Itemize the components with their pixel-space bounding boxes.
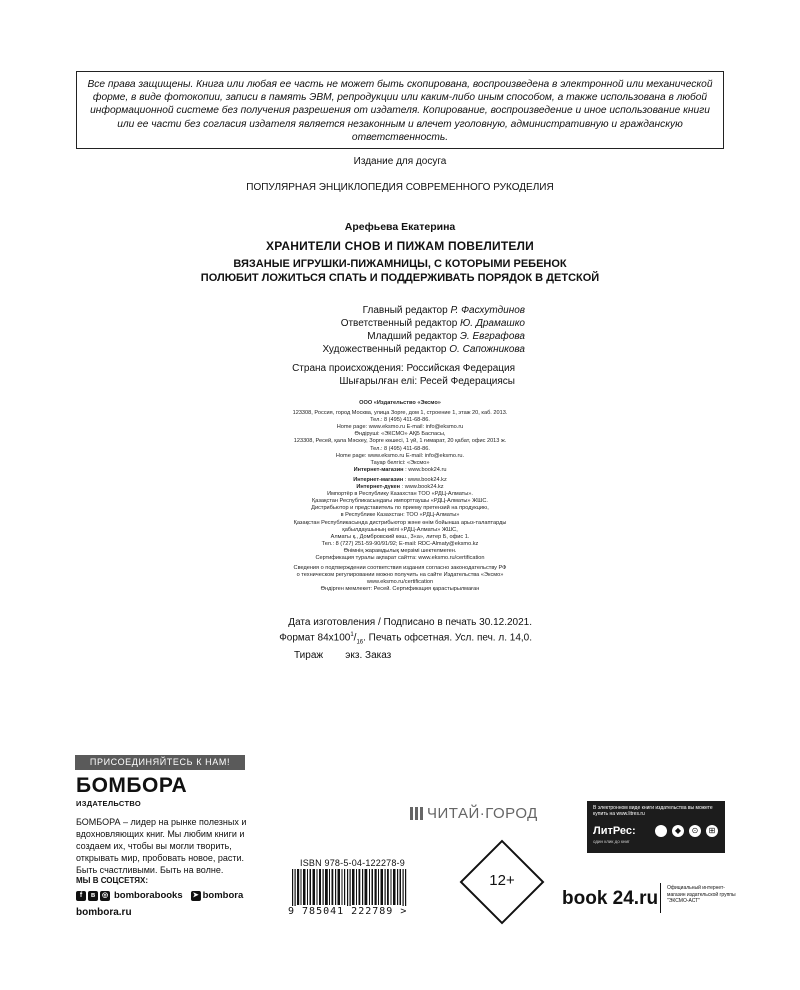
book-title: ХРАНИТЕЛИ СНОВ И ПИЖАМ ПОВЕЛИТЕЛИ (266, 239, 534, 253)
litres-banner (587, 801, 725, 853)
publisher-line: Тел.: 8 (495) 411-68-86. (370, 445, 430, 452)
publisher-line: Home page: www.eksmo.ru E-mail: info@eksmo.ru. (335, 452, 465, 459)
facebook-icon: f (76, 891, 86, 901)
android-icon: ◆ (672, 825, 684, 837)
publisher-info (270, 400, 530, 593)
publisher-line: Өнімнің жарамдылық мерзімі шектелмеген. (343, 547, 457, 554)
origin-kz: Шығарылған елі: Ресей Федерациясы (339, 376, 515, 387)
publisher-line: Тел.: 8 (727) 251-59-90/91/92; E-mail: RDC-Almaty@eksmo.kz (321, 540, 479, 547)
publisher-line: Интернет-магазин : www.book24.kz (353, 476, 447, 483)
editor-line: Художественный редактор О. Сапожникова (322, 344, 525, 355)
editor-line: Младший редактор Э. Евграфова (367, 331, 525, 342)
barcode-number: 9 785041 222789 > (288, 906, 408, 917)
publisher-line: Өндіруші: «ЭКСМО» АҚБ Баспасы, (354, 431, 446, 438)
publisher-line: Импортёр в Республику Казахстан ТОО «РДЦ-Алматы». (327, 491, 473, 498)
vk-icon: в (88, 891, 98, 901)
publisher-line: 123308, Россия, город Москва, улица Зорге, дом 1, строение 1, этаж 20, каб. 2013. (292, 410, 508, 417)
editor-name: Ю. Драмашко (460, 318, 525, 329)
edition-type: Издание для досуга (353, 156, 447, 167)
publisher-line: www.eksmo.ru/certification (366, 579, 434, 586)
age-rating: 12+ (489, 872, 515, 889)
print-format: Формат $84x100^1/_{16}$. Печать офсетная. Усл. печ. л. 14,0. (279, 632, 532, 646)
origin-ru: Страна происхождения: Российская Федерация (292, 363, 515, 374)
litres-logo: ЛитРес: (593, 825, 636, 837)
editor-name: О. Сапожникова (449, 344, 525, 355)
publisher-line: Home page: www.eksmo.ru E-mail: info@eksmo.ru (336, 424, 464, 431)
social-links (76, 890, 243, 901)
apple-icon (655, 825, 667, 837)
editor-name: Э. Евграфова (459, 331, 525, 342)
litres-tagline: один клик до книг (593, 839, 630, 844)
publisher-line: Қазақстан Республикасында дистрибьютор және өнім бойынша арыз-талаптарды (293, 519, 507, 526)
author-name: Арефьева Екатерина (344, 221, 456, 233)
litres-text: В электронном виде книги издательства вы можете купить на www.litres.ru (593, 805, 713, 817)
publisher-line: Алматы қ., Домбровский көш., 3«а», литер Б, офис 1. (330, 533, 470, 540)
publisher-line: Өндірген мемлекет: Ресей. Сертификация қарастырылмаған (320, 586, 480, 593)
editor-line: Главный редактор Р. Фасхутдинов (362, 305, 525, 316)
rights-notice: Все права защищены. Книга или любая ее часть не может быть скопирована, воспроизведена в электронной или механической форме, в виде фотокопии, записи в память ЭВМ, репродукции или каким-либо иным способом, а также использована в любой информационной системе без получения разрешения от издателя. Копирование, воспроизведение и иное использование книги или ее части без согласия издателя является незаконным и влечет уголовную, административную и гражданскую ответственность. (76, 71, 724, 149)
divider (660, 883, 661, 913)
instagram-icon: ◎ (101, 891, 109, 899)
country-of-origin (285, 362, 515, 388)
publisher-line: қабылдаушының өкілі «РДЦ-Алматы» ЖШС, (342, 526, 458, 533)
isbn: ISBN 978-5-04-122278-9 (300, 858, 405, 868)
print-run: Тираж экз. Заказ (294, 650, 392, 662)
app-store-icons (655, 825, 718, 837)
chitai-gorod-icon (410, 807, 423, 820)
book24-note: Официальный интернет-магазин издательской группы "ЭКСМО-АСТ" (667, 885, 736, 904)
editor-line: Ответственный редактор Ю. Драмашко (340, 318, 525, 329)
print-info (262, 616, 532, 662)
windows-phone-icon: ⊙ (689, 825, 701, 837)
publisher-line: Тауар белгісі: «Эксмо» (370, 459, 430, 466)
series-name: ПОПУЛЯРНАЯ ЭНЦИКЛОПЕДИЯ СОВРЕМЕННОГО РУКОДЕЛИЯ (246, 182, 554, 193)
social-handle: bomborabooks (114, 890, 183, 901)
book-subtitle (0, 257, 800, 285)
telegram-icon: ➤ (191, 891, 201, 901)
publisher-line: Интернет-магазин : www.book24.ru (353, 466, 447, 473)
subtitle-line-1: ВЯЗАНЫЕ ИГРУШКИ-ПИЖАМНИЦЫ, С КОТОРЫМИ РЕБЕНОК (233, 258, 567, 270)
bombora-subtitle: ИЗДАТЕЛЬСТВО (76, 799, 141, 808)
social-handle: bombora (202, 890, 244, 901)
publisher-line: о техническом регулировании можно получить на сайте Издательства «Эксмо» (296, 572, 504, 579)
bombora-site: bombora.ru (76, 907, 132, 918)
publisher-line: Тел.: 8 (495) 411-68-86. (370, 417, 430, 424)
publisher-name: ООО «Издательство «Эксмо» (359, 400, 441, 406)
publisher-line: Дистрибьютор и представитель по приему претензий на продукцию, (311, 505, 489, 512)
publisher-line: в Республике Казахстан: ТОО «РДЦ-Алматы» (340, 512, 460, 519)
join-us-banner: ПРИСОЕДИНЯЙТЕСЬ К НАМ! (75, 755, 245, 770)
bombora-logo: БОМБОРА (76, 774, 188, 797)
bombora-description: БОМБОРА – лидер на рынке полезных и вдохновляющих книг. Мы любим книги и создаем их, чтобы вы могли творить, открывать мир, пробовать новое, расти. Быть счастливыми. Быть на волне. (76, 817, 247, 875)
social-heading: МЫ В СОЦСЕТЯХ: (76, 876, 149, 885)
chitai-gorod-logo: ЧИТАЙ·ГОРОД (410, 805, 538, 822)
print-date: Дата изготовления / Подписано в печать 30.12.2021. (288, 617, 532, 628)
publisher-line: Қазақстан Республикасындағы импорттаушы «РДЦ-Алматы» ЖШС. (312, 498, 488, 505)
book24-logo: book 24.ru (562, 888, 659, 909)
editors-list (285, 304, 525, 356)
editor-name: Р. Фасхутдинов (450, 305, 525, 316)
publisher-line: 123308, Ресей, қала Мәскеу, Зорге көшесі, 1 үй, 1 ғимарат, 20 қабат, офис 2013 ж. (293, 438, 507, 445)
windows-icon: ⊞ (706, 825, 718, 837)
publisher-line: Сведения о подтверждении соответствия издания согласно законодательству РФ (293, 565, 507, 572)
subtitle-line-2: ПОЛЮБИТ ЛОЖИТЬСЯ СПАТЬ И ПОДДЕРЖИВАТЬ ПОРЯДОК В ДЕТСКОЙ (200, 272, 600, 284)
publisher-line: Сертификация туралы ақпарат сайтта: www.eksmo.ru/certification (315, 554, 485, 561)
publisher-line: Интернет-дүкен : www.book24.kz (356, 484, 444, 491)
